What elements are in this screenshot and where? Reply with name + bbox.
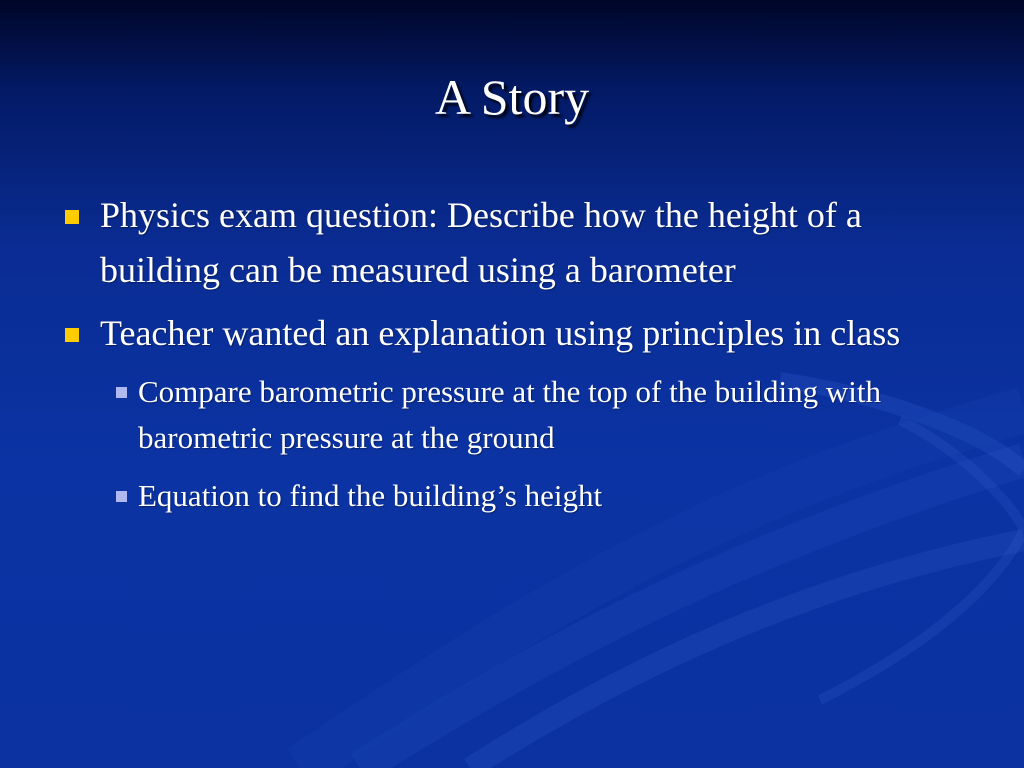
sub-bullet-text: Equation to find the building’s height xyxy=(138,478,603,513)
bullet-text: Physics exam question: Describe how the height of a building can be measured using a barometer xyxy=(100,195,862,290)
sub-bullet-item xyxy=(109,473,972,519)
bullet-item xyxy=(62,306,972,361)
slide-body xyxy=(62,188,972,531)
lavender-square-bullet-icon xyxy=(116,491,127,502)
bullet-item xyxy=(62,188,972,298)
bullet-text: Teacher wanted an explanation using principles in class xyxy=(100,313,901,353)
lavender-square-bullet-icon xyxy=(116,387,127,398)
slide-title: A Story xyxy=(434,69,590,125)
sub-bullet-text: Compare barometric pressure at the top of the building with barometric pressure at the ground xyxy=(138,374,881,455)
yellow-square-bullet-icon xyxy=(65,210,79,224)
sub-bullet-item xyxy=(109,369,972,461)
yellow-square-bullet-icon xyxy=(65,328,79,342)
